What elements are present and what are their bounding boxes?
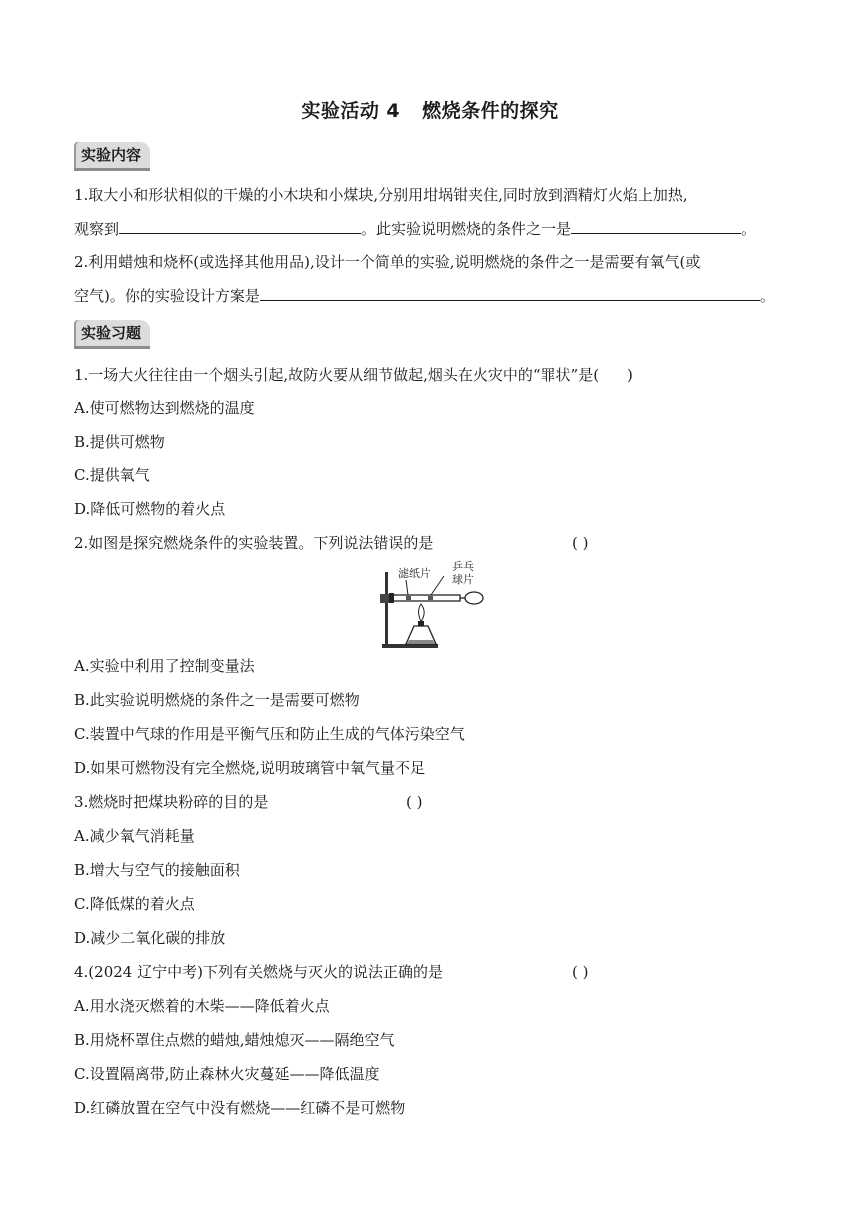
- pingpong-sample: [428, 596, 433, 600]
- exercise-4-option-c[interactable]: C.设置隔离带,防止森林火灾蔓延——降低温度: [74, 1065, 380, 1083]
- label-pingpong-1: 乒乓: [452, 560, 474, 573]
- exercise-1-option-c[interactable]: C.提供氧气: [74, 466, 150, 484]
- exercise-1-option-b[interactable]: B.提供可燃物: [74, 433, 165, 451]
- content-q2-line2: [74, 284, 794, 307]
- answer-blank-condition[interactable]: [571, 217, 741, 234]
- exercise-2-option-b[interactable]: B.此实验说明燃烧的条件之一是需要可燃物: [74, 691, 360, 709]
- exercise-2-option-a[interactable]: A.实验中利用了控制变量法: [74, 657, 255, 675]
- exercise-3-stem-text: 3.燃烧时把煤块粉碎的目的是: [74, 793, 269, 811]
- lamp-wick-holder: [418, 621, 424, 626]
- exercise-3-option-a[interactable]: A.减少氧气消耗量: [74, 827, 195, 845]
- title-topic: 燃烧条件的探究: [422, 100, 559, 122]
- label-filter-paper: 滤纸片: [398, 567, 431, 580]
- exercise-4-option-a[interactable]: A.用水浇灭燃着的木柴——降低着火点: [74, 997, 330, 1015]
- content-q1-end: 。: [741, 220, 757, 238]
- content-q2-plan-text: 空气)。你的实验设计方案是: [74, 287, 260, 305]
- glass-tube: [390, 595, 460, 601]
- exercise-4-option-d[interactable]: D.红磷放置在空气中没有燃烧——红磷不是可燃物: [74, 1099, 406, 1117]
- answer-blank-plan[interactable]: [260, 284, 760, 301]
- exercise-1-paren-close: ): [627, 366, 633, 384]
- content-q1-line1: 1.取大小和形状相似的干燥的小木块和小煤块,分别用坩埚钳夹住,同时放到酒精灯火焰上加热,: [74, 186, 688, 204]
- flame-icon: [419, 604, 425, 622]
- exercise-1-stem-text: 1.一场大火往往由一个烟头引起,故防火要从细节做起,烟头在火灾中的“罪状”是(: [74, 366, 600, 384]
- balloon: [465, 592, 483, 604]
- exercise-4-stem-text: 4.(2024 辽宁中考)下列有关燃烧与灭火的说法正确的是: [74, 963, 443, 981]
- page-title: [0, 96, 860, 123]
- content-q1-conclusion-text: 。此实验说明燃烧的条件之一是: [361, 220, 572, 238]
- exercise-1-option-a[interactable]: A.使可燃物达到燃烧的温度: [74, 399, 255, 417]
- exercise-4-option-b[interactable]: B.用烧杯罩住点燃的蜡烛,蜡烛熄灭——隔绝空气: [74, 1031, 395, 1049]
- exercise-3-option-c[interactable]: C.降低煤的着火点: [74, 895, 195, 913]
- combustion-apparatus-figure: [376, 560, 488, 652]
- exercise-2-option-c[interactable]: C.装置中气球的作用是平衡气压和防止生成的气体污染空气: [74, 725, 465, 743]
- exercise-2-stem: [74, 532, 794, 554]
- exercise-3-answer-paren[interactable]: ( ): [406, 793, 423, 811]
- content-q2-end: 。: [759, 287, 775, 305]
- exercise-3-option-b[interactable]: B.增大与空气的接触面积: [74, 861, 240, 879]
- content-q1-observe-text: 观察到: [74, 220, 120, 238]
- exercise-3-stem: [74, 791, 794, 813]
- title-activity-number: 实验活动 4: [301, 100, 401, 122]
- exercise-3-option-d[interactable]: D.减少二氧化碳的排放: [74, 929, 226, 947]
- exercise-2-answer-paren[interactable]: ( ): [572, 534, 589, 552]
- section-label-content: 实验内容: [74, 142, 150, 171]
- content-q2-line1: 2.利用蜡烛和烧杯(或选择其他用品),设计一个简单的实验,说明燃烧的条件之一是需要有氧气(或: [74, 253, 701, 271]
- exercise-1-stem: [74, 364, 794, 386]
- answer-blank-observation[interactable]: [119, 217, 361, 234]
- exercise-4-answer-paren[interactable]: ( ): [572, 963, 589, 981]
- stand-rod: [385, 572, 388, 645]
- content-q1-line2: [74, 217, 794, 240]
- tube-plug: [389, 593, 394, 603]
- label-pingpong-2: 球片: [452, 573, 474, 586]
- section-label-exercises: 实验习题: [74, 320, 150, 349]
- exercise-4-stem: [74, 961, 794, 983]
- exercise-2-option-d[interactable]: D.如果可燃物没有完全燃烧,说明玻璃管中氧气量不足: [74, 759, 426, 777]
- exercise-2-stem-text: 2.如图是探究燃烧条件的实验装置。下列说法错误的是: [74, 534, 434, 552]
- lamp-fuel: [407, 640, 435, 644]
- filter-paper-sample: [406, 596, 411, 600]
- exercise-1-option-d[interactable]: D.降低可燃物的着火点: [74, 500, 226, 518]
